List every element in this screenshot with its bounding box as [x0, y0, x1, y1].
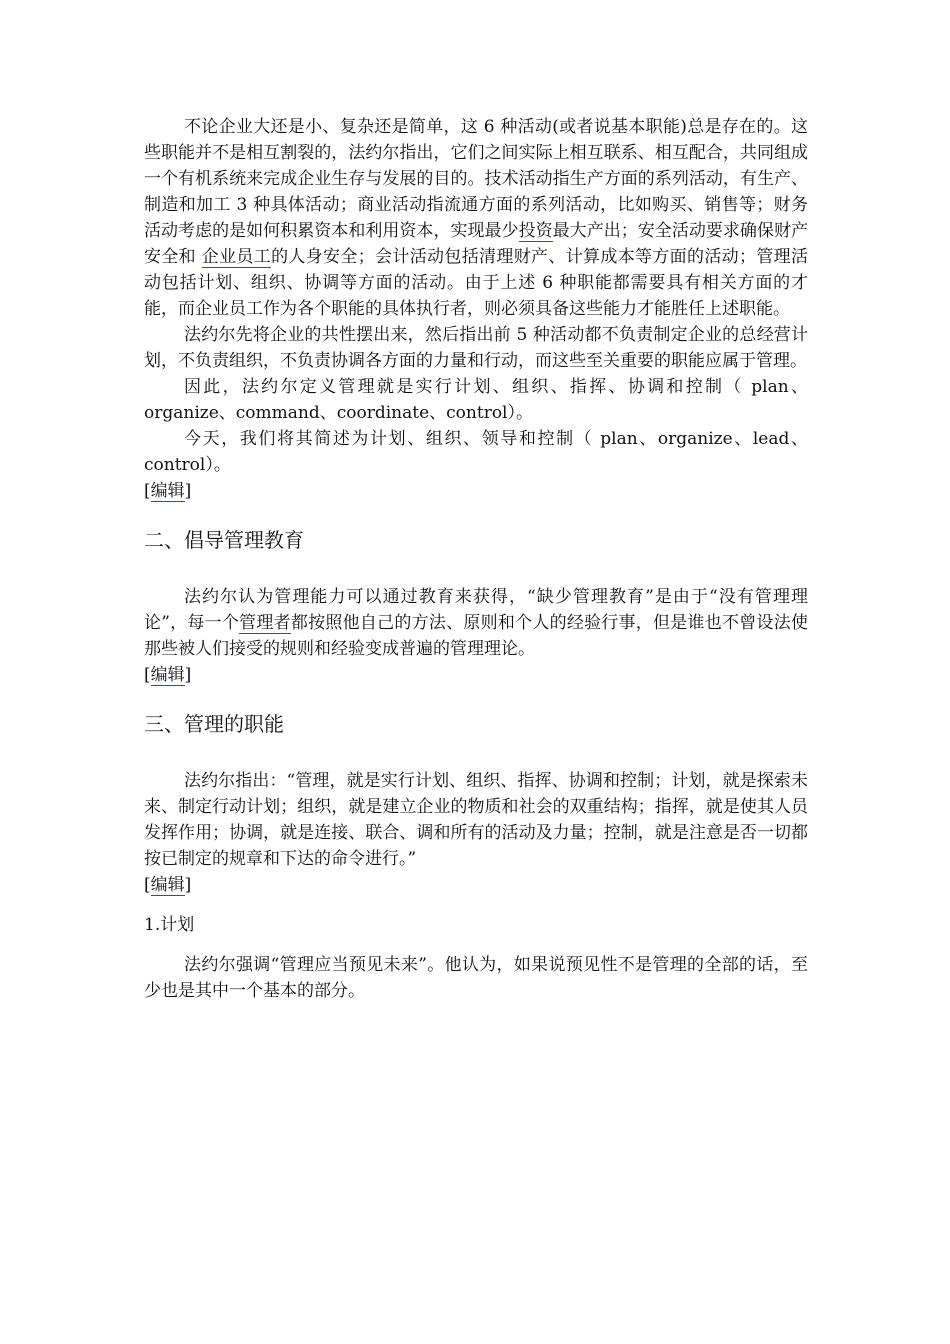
- text-run: 的人身安全；会计活动包括清理财产、计算成本等方面的活动；管理活动包括计划、组织、协调等方面的活动。由于上述 6 种职能都需要具有相关方面的才能，而企业员工作为各个职能的具体执行者，则必须具备这些能力才能胜任上述职能。: [144, 247, 809, 319]
- bracket-close: ]: [184, 481, 192, 501]
- heading-management-education: 二、倡导管理教育: [144, 528, 304, 552]
- edit-section-link: [144, 478, 808, 504]
- paragraph-modern-definition: 今天，我们将其简述为计划、组织、领导和控制（ plan、organize、lead、control）。: [144, 429, 808, 475]
- paragraph-planning: 法约尔强调“管理应当预见未来”。他认为，如果说预见性不是管理的全部的话，至少也是其中一个基本的部分。: [144, 955, 808, 1001]
- paragraph-management-definition: 因此，法约尔定义管理就是实行计划、组织、指挥、协调和控制（ plan、organize、command、coordinate、control）。: [144, 377, 808, 423]
- text-run: 法约尔认为管理能力可以通过教育来获得，“缺少管理教育”是由于“没有管理理论”，每一个: [144, 587, 808, 633]
- bracket-close: ]: [184, 665, 192, 685]
- heading-management-functions: 三、管理的职能: [144, 712, 284, 736]
- bracket-open: [: [144, 481, 151, 501]
- paragraph-management-role: 法约尔先将企业的共性摆出来，然后指出前 5 种活动都不负责制定企业的总经营计划，不负责组织，不负责协调各方面的力量和行动，而这些至关重要的职能应属于管理。: [144, 325, 808, 371]
- paragraph-management-functions: 法约尔指出：“管理，就是实行计划、组织、指挥、协调和控制；计划，就是探索未来、制定行动计划；组织，就是建立企业的物质和社会的双重结构；指挥，就是使其人员发挥作用；协调，就是连接、联合、调和所有的活动及力量；控制，就是注意是否一切都按已制定的规章和下达的命令进行。”: [144, 771, 808, 869]
- link-manager[interactable]: 管理者: [239, 613, 291, 633]
- link-enterprise-staff[interactable]: 企业员工: [201, 247, 272, 267]
- edit-link[interactable]: 编辑: [150, 665, 185, 685]
- bracket-open: [: [144, 875, 151, 895]
- edit-link[interactable]: 编辑: [150, 875, 185, 895]
- edit-section-link: [144, 662, 808, 688]
- text-run: 最大产出；安全活动要求确保财产安全和: [144, 221, 809, 267]
- edit-section-link: [144, 872, 808, 898]
- article-content: [144, 114, 808, 1004]
- link-investment[interactable]: 投资: [518, 221, 553, 241]
- paragraph-management-education: [144, 584, 808, 662]
- bracket-open: [: [144, 665, 151, 685]
- edit-link[interactable]: 编辑: [150, 481, 185, 501]
- bracket-close: ]: [184, 875, 192, 895]
- text-run: 不论企业大还是小、复杂还是简单，这 6 种活动(或者说基本职能)总是存在的。这些职能并不是相互割裂的，法约尔指出，它们之间实际上相互联系、相互配合，共同组成一个有机系统来完成企业生存与发展的目的。技术活动指生产方面的系列活动，有生产、制造和加工 3 种具体活动；商业活动指流通方面的系列活动，比如购买、销售等；财务活动考虑的是如何积累资本和利用资本，实现最少: [144, 117, 808, 241]
- paragraph-six-activities: [144, 114, 808, 322]
- text-run: 都按照他自己的方法、原则和个人的经验行事，但是谁也不曾设法使那些被人们接受的规则和经验变成普遍的管理理论。: [144, 613, 808, 659]
- heading-planning: 1.计划: [144, 915, 195, 935]
